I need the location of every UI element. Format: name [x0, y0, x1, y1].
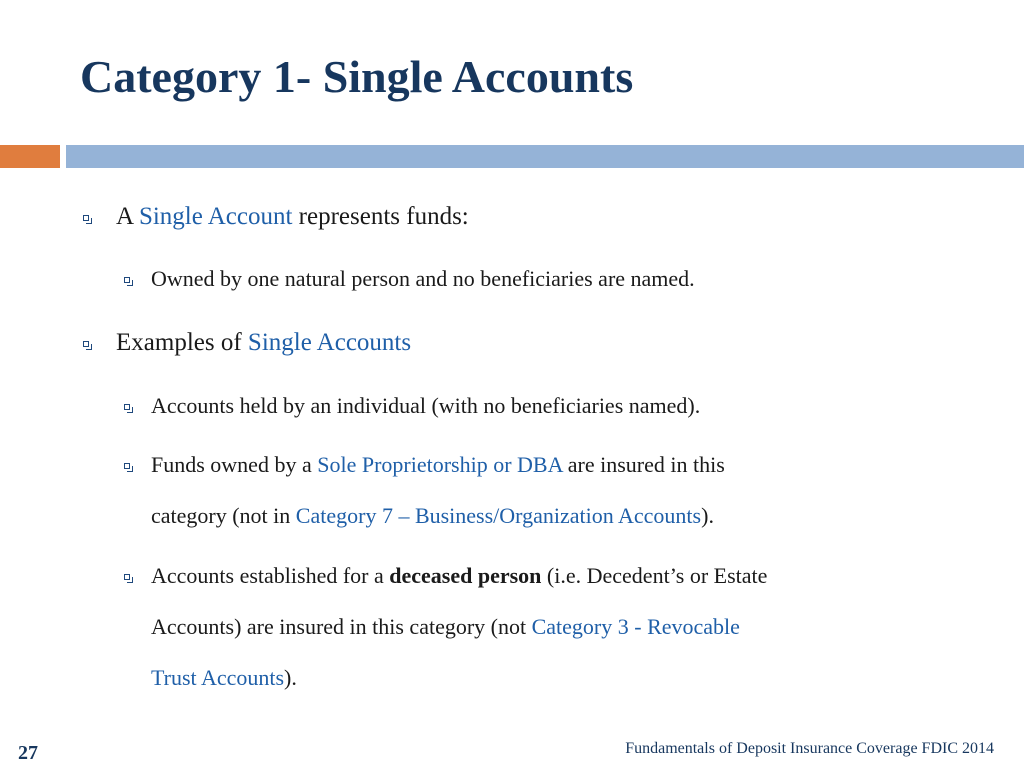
bullet-text: Owned by one natural person and no beneficiaries are named. — [151, 266, 695, 291]
square-bullet-icon — [124, 404, 130, 410]
sub-bullet-deceased-line3 — [151, 665, 297, 691]
sub-bullet-deceased-line2 — [151, 614, 740, 640]
highlight-term: Single Account — [138, 203, 293, 230]
sub-bullet-sole-proprietorship-line2 — [151, 503, 714, 529]
accent-bar-orange — [0, 145, 60, 168]
bullet-text: Accounts held by an individual (with no beneficiaries named). — [151, 393, 701, 418]
bullet-text: Accounts established for a — [151, 563, 390, 588]
accent-bar-blue — [66, 145, 1024, 168]
bullet-text: (i.e. Decedent’s or Estate — [541, 563, 768, 588]
bullet-text: ). — [701, 503, 714, 528]
highlight-term: Sole Proprietorship or DBA — [317, 452, 563, 477]
square-bullet-icon — [124, 277, 130, 283]
bullet-text: A — [116, 203, 139, 230]
square-bullet-icon — [83, 341, 89, 347]
highlight-term: Category 3 - Revocable — [531, 614, 740, 639]
sub-bullet-individual — [151, 393, 700, 419]
square-bullet-icon — [124, 574, 130, 580]
bullet-text: category (not in — [151, 503, 296, 528]
bullet-text: Accounts) are insured in this category (not — [151, 614, 532, 639]
sub-bullet-owned — [151, 266, 695, 292]
bullet-text: ). — [284, 665, 297, 690]
slide-title: Category 1- Single Accounts — [80, 51, 634, 102]
bullet-single-account — [116, 202, 469, 232]
sub-bullet-deceased — [151, 563, 767, 589]
bullet-text: Funds owned by a — [151, 452, 318, 477]
square-bullet-icon — [83, 215, 89, 221]
bullet-examples — [116, 328, 411, 358]
bullet-text: are insured in this — [562, 452, 725, 477]
highlight-term: Category 7 – Business/Organization Accounts — [295, 503, 702, 528]
highlight-term: Single Accounts — [247, 329, 412, 356]
highlight-term: Trust Accounts — [151, 665, 285, 690]
footer-text: Fundamentals of Deposit Insurance Coverage FDIC 2014 — [625, 740, 994, 757]
bullet-text: represents funds: — [292, 203, 469, 230]
bold-term: deceased person — [389, 563, 542, 588]
square-bullet-icon — [124, 463, 130, 469]
sub-bullet-sole-proprietorship — [151, 452, 725, 478]
page-number: 27 — [18, 742, 38, 764]
bullet-text: Examples of — [116, 329, 248, 356]
